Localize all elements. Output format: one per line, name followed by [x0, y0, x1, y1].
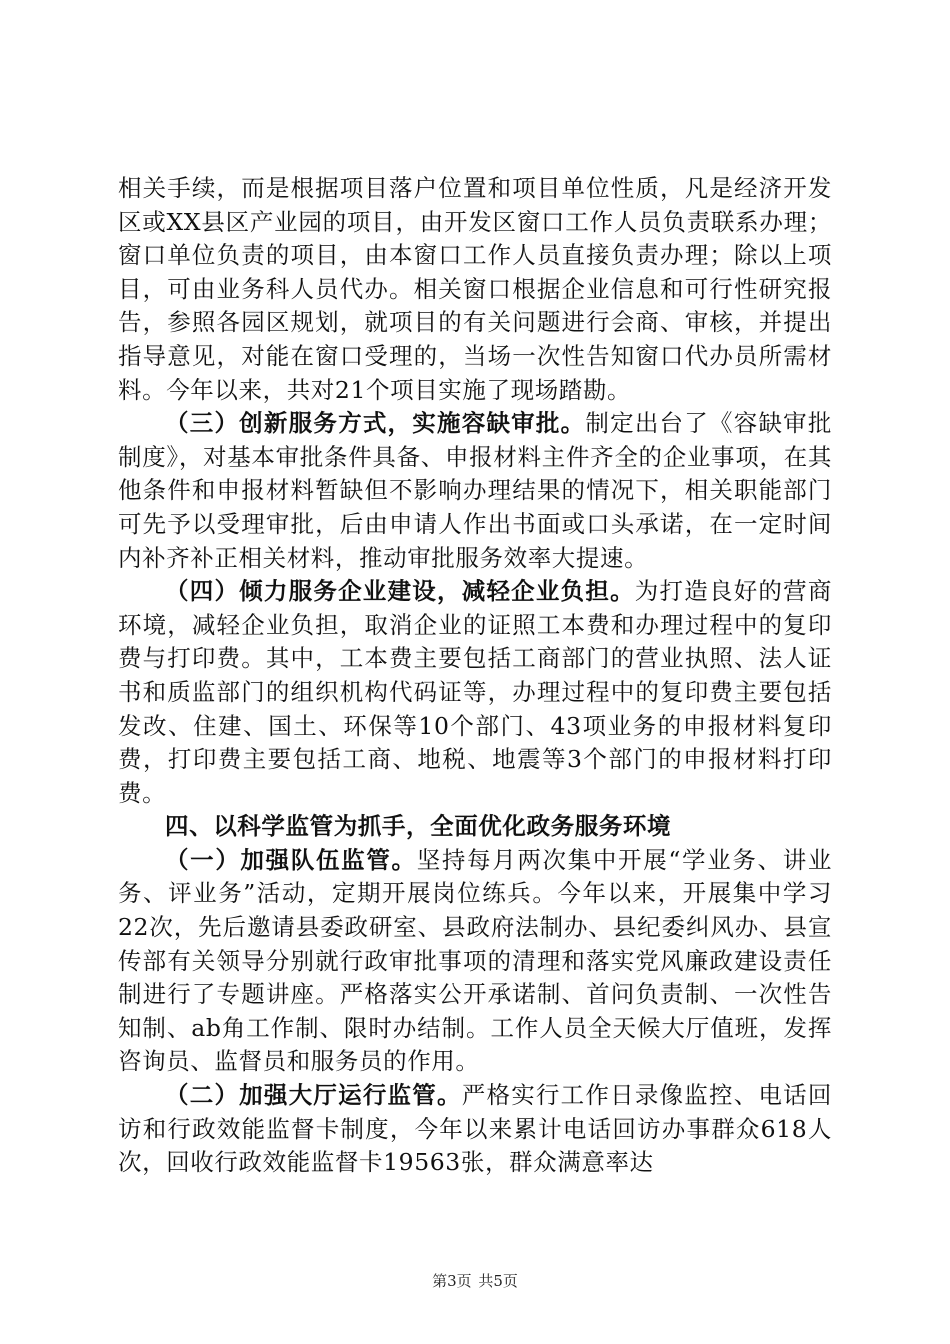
paragraph-body: 为打造良好的营商环境，减轻企业负担，取消企业的证照工本费和办理过程中的复印费与打印费。其中，工本费主要包括工商部门的营业执照、法人证书和质监部门的组织机构代码证等，办理过程中的复印费主要包括发改、住建、国土、环保等10个部门、43项业务的申报材料复印费，打印费主要包括工商、地税、地震等3个部门的申报材料打印费。 — [118, 577, 832, 807]
paragraph-item-2 — [118, 1079, 832, 1180]
paragraph-lead: （二）加强大厅运行监管。 — [165, 1081, 462, 1110]
paragraph-continuation — [118, 172, 832, 407]
page-footer — [0, 1270, 950, 1291]
document-body — [118, 172, 832, 1180]
paragraph-body: 制定出台了《容缺审批制度》，对基本审批条件具备、申报材料主件齐全的企业事项，在其他条件和申报材料暂缺但不影响办理结果的情况下，相关职能部门可先予以受理审批，后由申请人作出书面或口头承诺，在一定时间内补齐补正相关材料，推动审批服务效率大提速。 — [118, 409, 833, 572]
paragraph-lead: （四）倾力服务企业建设，减轻企业负担。 — [165, 577, 635, 606]
paragraph-body: 严格实行工作日录像监控、电话回访和行政效能监督卡制度，今年以来累计电话回访办事群众618人次，回收行政效能监督卡19563张，群众满意率达 — [118, 1081, 833, 1177]
section-heading-text: 四、以科学监管为抓手，全面优化政务服务环境 — [165, 812, 672, 841]
paragraph-body: 坚持每月两次集中开展“学业务、讲业务、评业务”活动，定期开展岗位练兵。今年以来，开展集中学习22次，先后邀请县委政研室、县政府法制办、县纪委纠风办、县宣传部有关领导分别就行政审批事项的清理和落实党风廉政建设责任制进行了专题讲座。严格落实公开承诺制、首问负责制、一次性告知制、ab角工作制、限时办结制。工作人员全天候大厅值班，发挥咨询员、监督员和服务员的作用。 — [118, 845, 832, 1076]
section-heading — [118, 810, 832, 844]
page-number: 第3页 — [432, 1272, 472, 1290]
paragraph-item-4 — [118, 575, 832, 810]
paragraph-lead: （三）创新服务方式，实施容缺审批。 — [165, 409, 586, 438]
paragraph-item-3 — [118, 407, 832, 575]
paragraph-body: 相关手续，而是根据项目落户位置和项目单位性质，凡是经济开发区或XX县区产业园的项目，由开发区窗口工作人员负责联系办理；窗口单位负责的项目，由本窗口工作人员直接负责办理；除以上项目，可由业务科人员代办。相关窗口根据企业信息和可行性研究报告，参照各园区规划，就项目的有关问题进行会商、审核，并提出指导意见，对能在窗口受理的，当场一次性告知窗口代办员所需材料。今年以来，共对21个项目实施了现场踏勘。 — [118, 174, 832, 404]
paragraph-item-1 — [118, 844, 832, 1079]
page-total: 共5页 — [478, 1272, 518, 1290]
paragraph-lead: （一）加强队伍监管。 — [165, 845, 417, 874]
